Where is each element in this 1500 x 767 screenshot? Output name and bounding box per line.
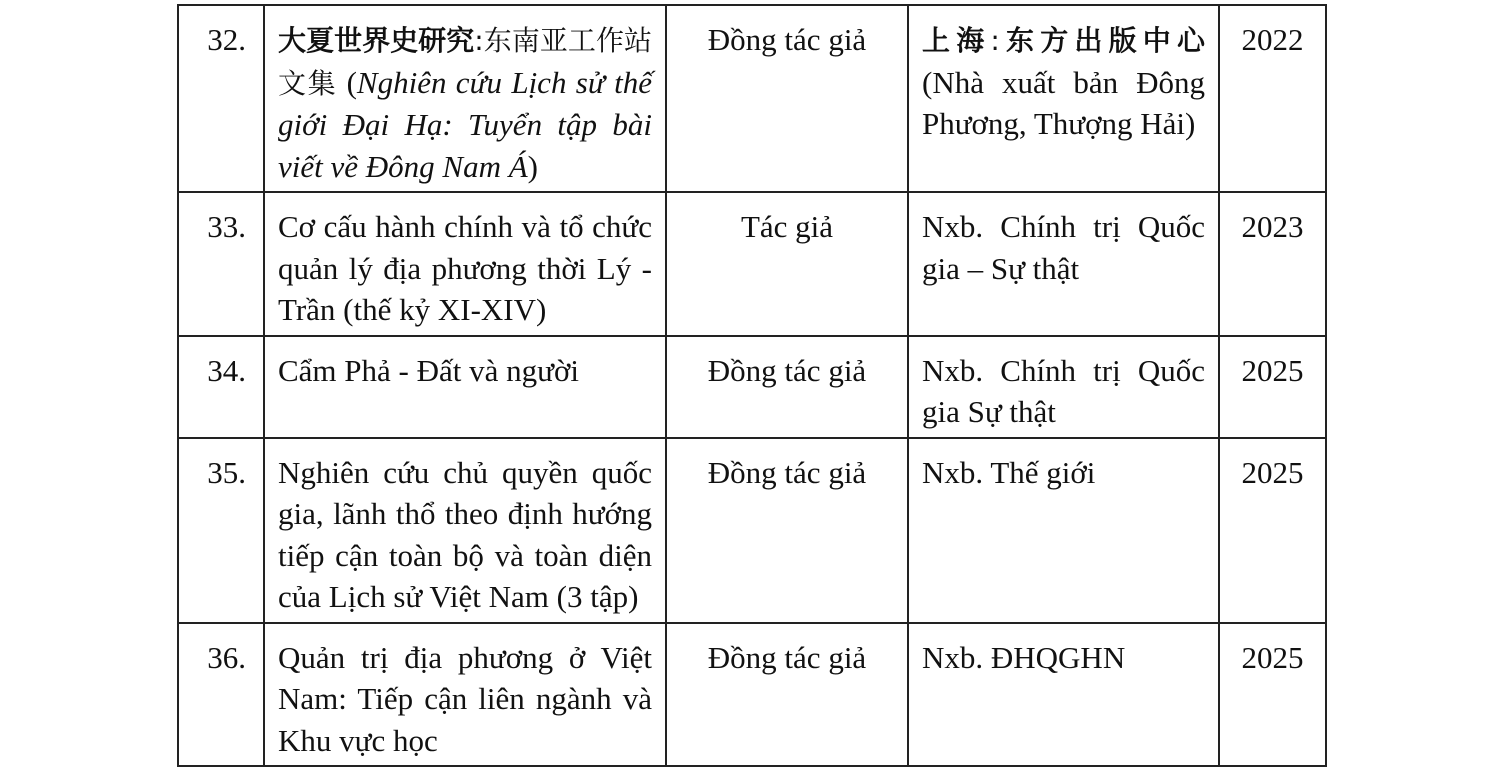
- pub-zh-rest: 东方出版中心: [999, 24, 1205, 57]
- table-row: [178, 623, 1326, 767]
- row-number: 35.: [178, 438, 264, 623]
- author-role: Tác giả: [666, 192, 908, 336]
- row-number: 32.: [178, 5, 264, 192]
- title-zh-bold: 大夏世界史研究: [278, 24, 475, 57]
- book-title: Cẩm Phả - Đất và người: [264, 336, 666, 438]
- table-row: [178, 192, 1326, 336]
- book-title: [264, 5, 666, 192]
- publisher: Nxb. ĐHQGHN: [908, 623, 1219, 767]
- row-number: 36.: [178, 623, 264, 767]
- pub-zh-sep: :: [990, 24, 1000, 57]
- title-zh-sep: :: [474, 24, 484, 57]
- pub-year: 2025: [1219, 336, 1326, 438]
- author-role: Đồng tác giả: [666, 438, 908, 623]
- table-row: [178, 5, 1326, 192]
- author-role: Đồng tác giả: [666, 623, 908, 767]
- title-close-paren: ): [527, 148, 538, 184]
- row-number: 34.: [178, 336, 264, 438]
- publisher: Nxb. Thế giới: [908, 438, 1219, 623]
- author-role: Đồng tác giả: [666, 336, 908, 438]
- title-vi-translation: Nghiên cứu Lịch sử thế giới Đại Hạ: Tuyển tập bài viết về Đông Nam Á: [278, 64, 652, 184]
- pub-year: 2025: [1219, 438, 1326, 623]
- book-title: Nghiên cứu chủ quyền quốc gia, lãnh thổ theo định hướng tiếp cận toàn bộ và toàn diện của Lịch sử Việt Nam (3 tập): [264, 438, 666, 623]
- table-row: [178, 336, 1326, 438]
- publications-table: [177, 4, 1327, 767]
- pub-zh-bold: 上海: [922, 24, 991, 57]
- pub-year: 2025: [1219, 623, 1326, 767]
- pub-year: 2023: [1219, 192, 1326, 336]
- table-row: [178, 438, 1326, 623]
- book-title: Cơ cấu hành chính và tổ chức quản lý địa phương thời Lý - Trần (thế kỷ XI-XIV): [264, 192, 666, 336]
- book-title: Quản trị địa phương ở Việt Nam: Tiếp cận liên ngành và Khu vực học: [264, 623, 666, 767]
- pub-year: 2022: [1219, 5, 1326, 192]
- publisher: Nxb. Chính trị Quốc gia Sự thật: [908, 336, 1219, 438]
- pub-vi: (Nhà xuất bản Đông Phương, Thượng Hải): [922, 64, 1205, 141]
- title-open-paren: (: [337, 64, 357, 100]
- title-zh-rest: 东南亚工作站文集: [278, 24, 652, 100]
- publisher: Nxb. Chính trị Quốc gia – Sự thật: [908, 192, 1219, 336]
- publisher: [908, 5, 1219, 192]
- row-number: 33.: [178, 192, 264, 336]
- author-role: Đồng tác giả: [666, 5, 908, 192]
